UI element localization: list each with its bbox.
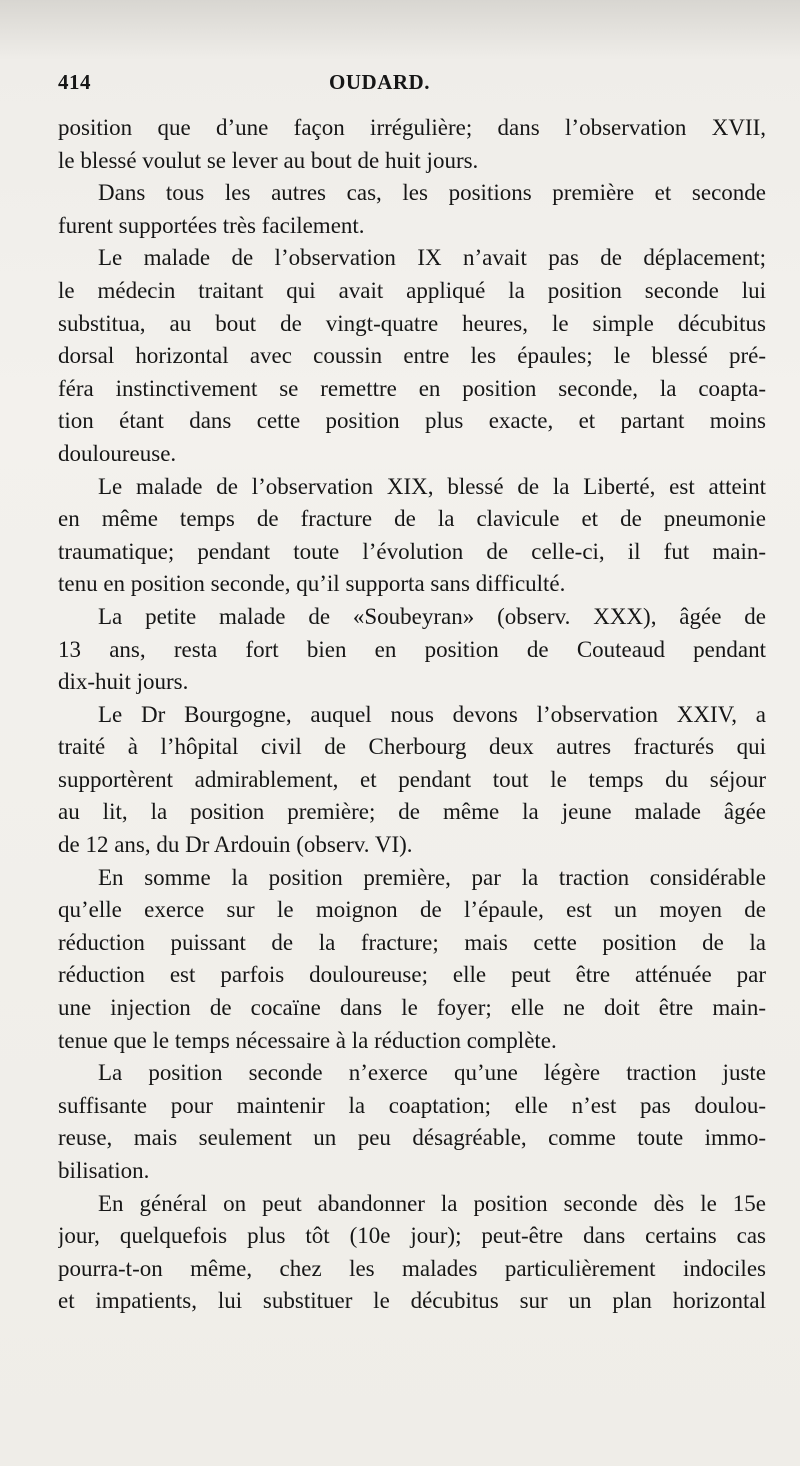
page-number: 414 (58, 70, 91, 94)
text-line: La petite malade de «Soubeyran» (observ. XXX), âgée de (98, 603, 766, 629)
text-line: position que d’une façon irrégulière; dans l’observation XVII, (58, 115, 766, 140)
running-head: OUDARD. (329, 70, 430, 94)
text-line: substitua, au bout de vingt-quatre heures, le simple décubitus (58, 310, 766, 336)
text-line: douloureuse. (58, 440, 177, 466)
text-line: Dans tous les autres cas, les positions première et seconde (98, 180, 766, 206)
text-line: au lit, la position première; de même la jeune malade âgée (58, 799, 766, 825)
text-line: Le malade de l’observation IX n’avait pas de déplacement; (98, 245, 766, 271)
text-line: en même temps de fracture de la clavicule et de pneumonie (58, 506, 766, 532)
text-line: En somme la position première, par la traction considérable (98, 864, 766, 890)
text-line: dorsal horizontal avec coussin entre les épaules; le blessé pré- (58, 343, 766, 369)
text-line: féra instinctivement se remettre en position seconde, la coapta- (58, 375, 766, 401)
text-line: tion étant dans cette position plus exacte, et partant moins (58, 408, 766, 434)
text-line: une injection de cocaïne dans le foyer; elle ne doit être main- (58, 995, 766, 1021)
text-line: le médecin traitant qui avait appliqué la position seconde lui (58, 277, 766, 303)
text-line: tenu en position seconde, qu’il supporta sans difficulté. (58, 571, 566, 597)
text-line: 13 ans, resta fort bien en position de Couteaud pendant (58, 636, 766, 662)
text-line: traumatique; pendant toute l’évolution de celle-ci, il fut main- (58, 538, 766, 564)
text-line: suffisante pour maintenir la coaptation; elle n’est pas doulou- (58, 1092, 766, 1118)
text-line: réduction est parfois douloureuse; elle peut être atténuée par (58, 962, 766, 988)
text-line: pourra-t-on même, chez les malades particulièrement indociles (58, 1255, 766, 1281)
text-line: le blessé voulut se lever au bout de huit jours. (58, 147, 479, 173)
text-line: En général on peut abandonner la position seconde dès le 15e (98, 1190, 766, 1216)
text-line: La position seconde n’exerce qu’une légère traction juste (98, 1060, 766, 1086)
text-line: jour, quelquefois plus tôt (10e jour); peut-être dans certains cas (58, 1223, 766, 1249)
text-line: bilisation. (58, 1158, 150, 1183)
text-line: Le malade de l’observation XIX, blessé de la Liberté, est atteint (98, 473, 766, 499)
body-text (58, 112, 766, 1318)
text-line: et impatients, lui substituer le décubitus sur un plan horizontal (58, 1288, 766, 1314)
page-header (58, 70, 766, 110)
text-line: reuse, mais seulement un peu désagréable, comme toute immo- (58, 1125, 766, 1151)
text-line: dix-huit jours. (58, 669, 189, 695)
text-line: supportèrent admirablement, et pendant tout le temps du séjour (58, 766, 766, 792)
text-line: Le Dr Bourgogne, auquel nous devons l’observation XXIV, a (98, 701, 766, 727)
text-line: réduction puissant de la fracture; mais cette position de la (58, 929, 766, 955)
text-line: furent supportées très facilement. (58, 212, 365, 238)
text-line: tenue que le temps nécessaire à la réduction complète. (58, 1027, 557, 1053)
text-line: traité à l’hôpital civil de Cherbourg deux autres fracturés qui (58, 734, 766, 760)
text-line: de 12 ans, du Dr Ardouin (observ. VI). (58, 832, 413, 858)
text-line: qu’elle exerce sur le moignon de l’épaule, est un moyen de (58, 897, 766, 923)
